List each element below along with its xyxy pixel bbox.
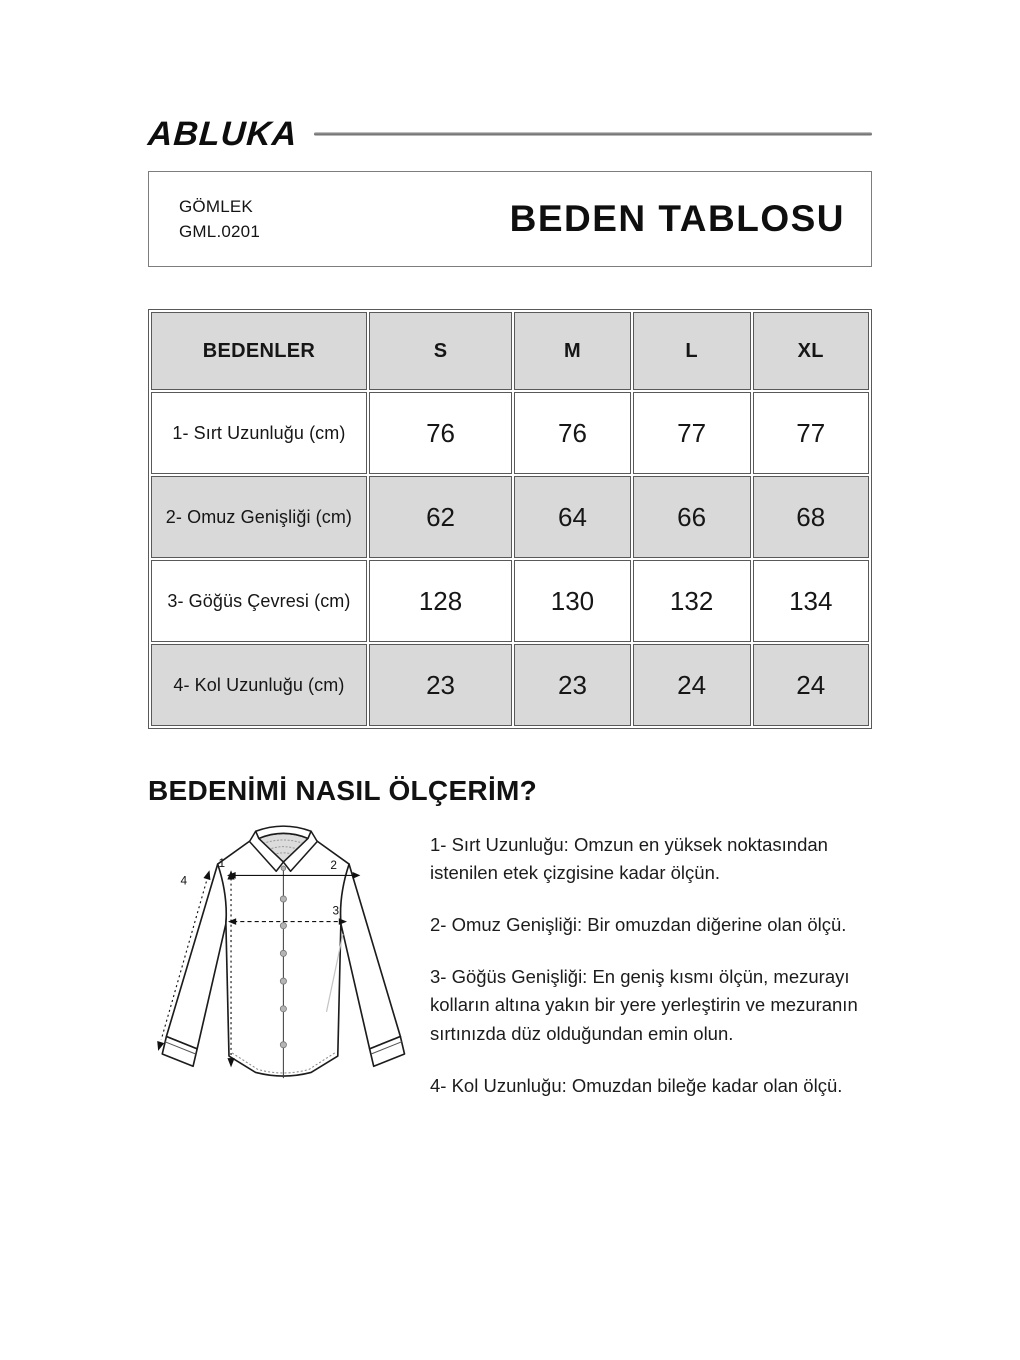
column-header-bedenler: BEDENLER — [151, 312, 367, 390]
diagram-label-4: 4 — [180, 873, 188, 888]
size-value: 77 — [753, 392, 869, 474]
row-label: 4- Kol Uzunluğu (cm) — [151, 644, 367, 726]
size-value: 128 — [369, 560, 512, 642]
instruction-item-1: 1- Sırt Uzunluğu: Omzun en yüksek noktasından istenilen etek çizgisine kadar ölçün. — [430, 834, 828, 884]
section-heading: BEDENİMİ NASIL ÖLÇERİM? — [148, 775, 538, 806]
row-label: 2- Omuz Genişliği (cm) — [151, 476, 367, 558]
size-value: 23 — [514, 644, 630, 726]
diagram-label-1: 1 — [218, 856, 226, 871]
diagram-label-3: 3 — [332, 903, 340, 918]
table-row-chest — [151, 560, 869, 642]
brand-logo: ABLUKA — [146, 114, 299, 153]
size-value: 23 — [369, 644, 512, 726]
size-value: 76 — [514, 392, 630, 474]
size-value: 62 — [369, 476, 512, 558]
row-label: 1- Sırt Uzunluğu (cm) — [151, 392, 367, 474]
product-name: GÖMLEK — [179, 196, 253, 216]
table-row-shoulder-width — [151, 476, 869, 558]
row-label: 3- Göğüs Çevresi (cm) — [151, 560, 367, 642]
size-value: 68 — [753, 476, 869, 558]
shirt-measurement-diagram — [152, 825, 424, 1090]
size-value: 134 — [753, 560, 869, 642]
brand-row — [148, 116, 872, 152]
table-row-sleeve-length — [151, 644, 869, 726]
instruction-item-4: 4- Kol Uzunluğu: Omuzdan bileğe kadar olan ölçü. — [430, 1074, 843, 1096]
column-header-m: M — [514, 312, 630, 390]
measure-section — [148, 825, 872, 1100]
column-header-s: S — [369, 312, 512, 390]
size-value: 24 — [753, 644, 869, 726]
size-value: 64 — [514, 476, 630, 558]
measure-instructions — [424, 825, 872, 1100]
size-value: 66 — [633, 476, 751, 558]
product-identifier — [179, 194, 260, 245]
title-box — [148, 171, 872, 267]
instruction-item-3: 3- Göğüs Genişliği: En geniş kısmı ölçün, mezurayı kolların altına yakın bir yere yerleştirin ve mezuranın sırtınızda düz olduğundan emin olun. — [430, 966, 858, 1044]
table-row-back-length — [151, 392, 869, 474]
instruction-item-2: 2- Omuz Genişliği: Bir omuzdan diğerine olan ölçü. — [430, 914, 847, 936]
product-code: GML.0201 — [179, 222, 260, 241]
size-value: 132 — [633, 560, 751, 642]
column-header-xl: XL — [753, 312, 869, 390]
size-table — [148, 309, 872, 729]
size-value: 76 — [369, 392, 512, 474]
diagram-label-2: 2 — [330, 858, 337, 873]
size-value: 24 — [633, 644, 751, 726]
size-value: 77 — [633, 392, 751, 474]
size-chart-document — [148, 116, 872, 1100]
size-value: 130 — [514, 560, 630, 642]
page-title: BEDEN TABLOSU — [509, 198, 845, 239]
diagram-container — [152, 825, 424, 1095]
size-table-header-row — [151, 312, 869, 390]
column-header-l: L — [633, 312, 751, 390]
header-divider-line — [314, 132, 872, 136]
